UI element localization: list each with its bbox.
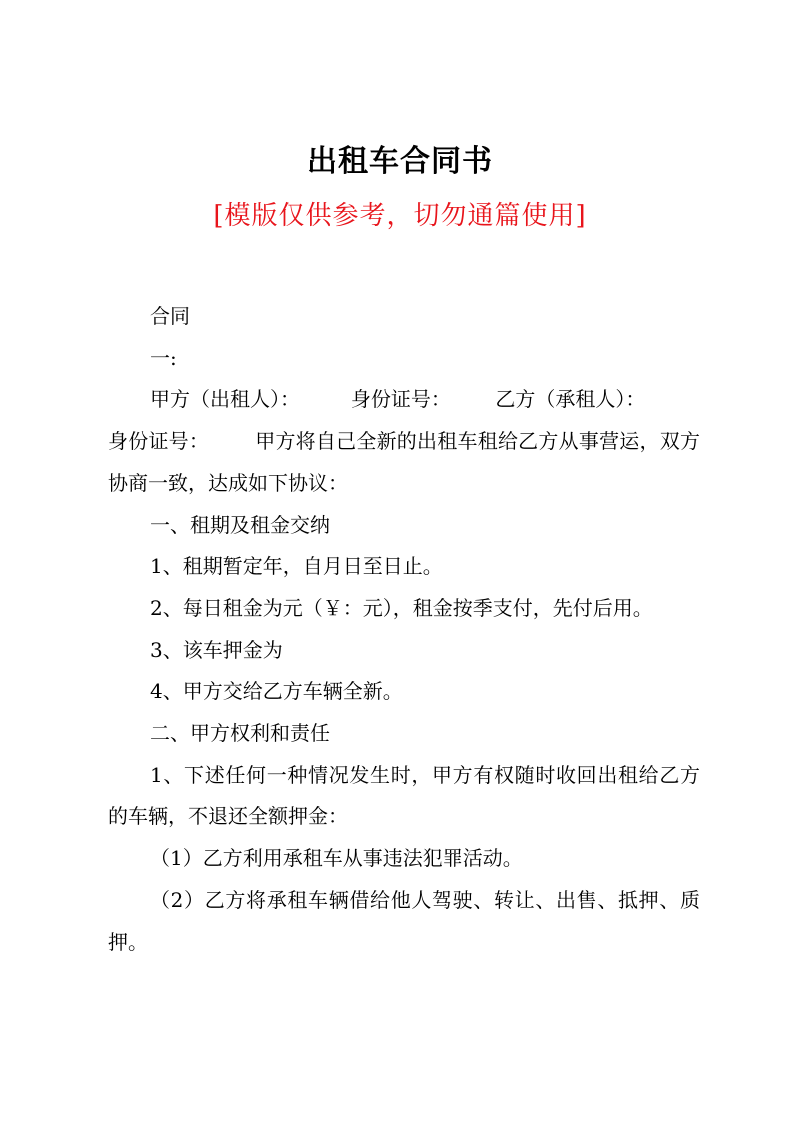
paragraph-section-one-label: 一: (150, 345, 177, 370)
clause-deposit: 3、该车押金为 (150, 637, 283, 662)
document-title: 出租车合同书 (307, 144, 493, 179)
sub-clause-illegal-use: （1）乙方利用承租车从事违法犯罪活动。 (150, 846, 523, 871)
document-body (108, 296, 700, 963)
section-heading-party-a-rights: 二、甲方权利和责任 (150, 721, 330, 746)
clause-vehicle-condition: 4、甲方交给乙方车辆全新。 (150, 679, 403, 704)
template-notice: [模版仅供参考，切勿通篇使用] (213, 201, 587, 231)
paragraph-contract-label: 合同 (150, 304, 190, 328)
clause-lease-period: 1、租期暂定年，自月日至日止。 (150, 554, 443, 579)
clause-daily-rent: 2、每日租金为元（￥：元），租金按季支付，先付后用。 (150, 595, 653, 620)
paragraph-parties: 甲方（出租人）： 身份证号： 乙方（承租人）： (150, 387, 646, 412)
section-heading-lease-term: 一、租期及租金交纳 (150, 512, 330, 537)
paragraph-agreement-intro: 身份证号： 甲方将自己全新的出租车租给乙方从事营运，双方协商一致，达成如下协议： (108, 429, 700, 495)
clause-vehicle-recall: 1、下述任何一种情况发生时，甲方有权随时收回出租给乙方的车辆，不退还全额押金： (108, 762, 700, 829)
sub-clause-transfer: （2）乙方将承租车辆借给他人驾驶、转让、出售、抵押、质押。 (108, 887, 700, 954)
